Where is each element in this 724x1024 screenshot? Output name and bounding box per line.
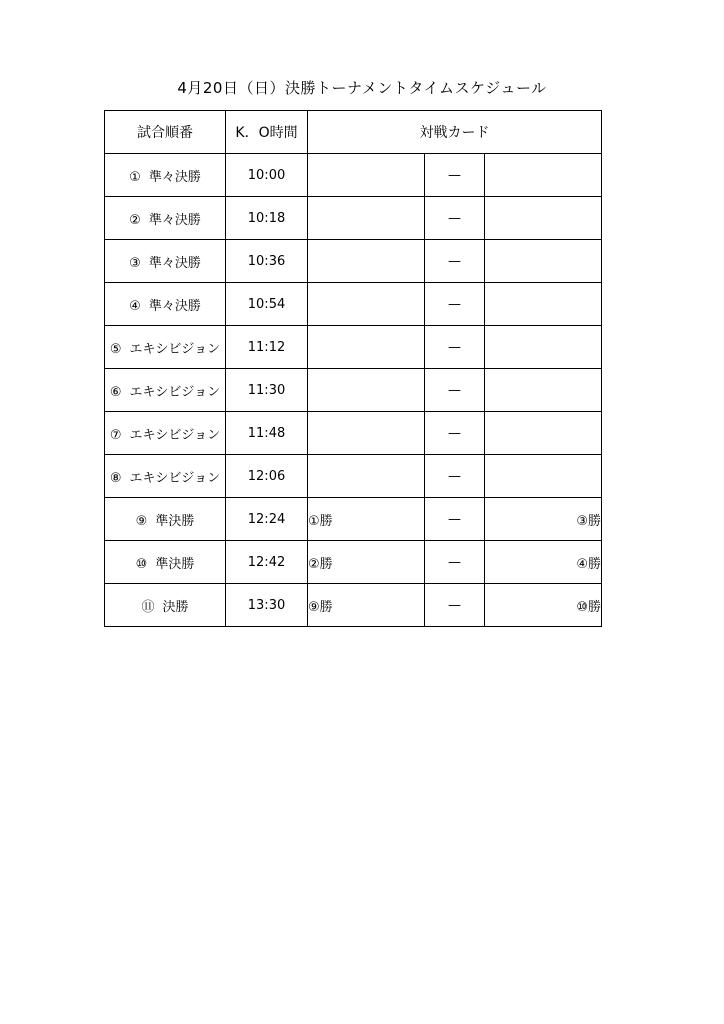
- away-team-cell: [485, 412, 602, 455]
- match-number: ⑩: [135, 556, 148, 572]
- table-row: [105, 498, 602, 541]
- match-round-label: エキシビジョン: [129, 341, 221, 357]
- table-row: [105, 412, 602, 455]
- table-row: [105, 326, 602, 369]
- home-team-cell: [308, 412, 425, 455]
- match-order-cell: [105, 283, 226, 326]
- home-team-cell: [308, 326, 425, 369]
- table-row: [105, 584, 602, 627]
- match-round-label: エキシビジョン: [129, 470, 221, 486]
- match-round-label: 準々決勝: [148, 298, 201, 314]
- home-team-cell: ⑨勝: [308, 584, 425, 627]
- away-team-cell: [485, 369, 602, 412]
- match-order-cell: [105, 584, 226, 627]
- match-order-cell: [105, 455, 226, 498]
- kickoff-time-cell: 10:00: [226, 154, 308, 197]
- header-kickoff-time: K．O時間: [226, 111, 308, 154]
- match-number: ⑪: [141, 599, 155, 615]
- match-number: ④: [129, 298, 141, 314]
- table-row: [105, 369, 602, 412]
- schedule-table: [104, 110, 602, 627]
- match-number: ⑧: [109, 470, 122, 486]
- table-row: [105, 240, 602, 283]
- match-round-label: 決勝: [162, 599, 189, 615]
- versus-dash-cell: —: [425, 498, 485, 541]
- home-team-cell: [308, 455, 425, 498]
- kickoff-time-cell: 12:24: [226, 498, 308, 541]
- match-order-cell: [105, 369, 226, 412]
- page-title: 4月20日（日）決勝トーナメントタイムスケジュール: [177, 79, 547, 97]
- match-round-label: エキシビジョン: [129, 427, 221, 443]
- home-team-cell: [308, 283, 425, 326]
- kickoff-time-cell: 10:54: [226, 283, 308, 326]
- versus-dash-cell: —: [425, 541, 485, 584]
- match-number: ⑥: [109, 384, 122, 400]
- match-order-cell: [105, 412, 226, 455]
- versus-dash-cell: —: [425, 240, 485, 283]
- match-order-cell: [105, 541, 226, 584]
- match-number: ②: [129, 212, 141, 228]
- match-order-cell: [105, 154, 226, 197]
- match-round-label: 準々決勝: [148, 255, 201, 271]
- versus-dash-cell: —: [425, 584, 485, 627]
- away-team-cell: ⑩勝: [485, 584, 602, 627]
- match-number: ⑨: [135, 513, 148, 529]
- home-team-cell: [308, 240, 425, 283]
- away-team-cell: [485, 197, 602, 240]
- header-order: 試合順番: [105, 111, 226, 154]
- match-number: ⑤: [109, 341, 122, 357]
- home-team-cell: [308, 154, 425, 197]
- home-team-cell: [308, 197, 425, 240]
- away-team-cell: ③勝: [485, 498, 602, 541]
- table-row: [105, 455, 602, 498]
- match-number: ⑦: [109, 427, 122, 443]
- match-order-cell: [105, 240, 226, 283]
- away-team-cell: [485, 154, 602, 197]
- away-team-cell: [485, 240, 602, 283]
- away-team-cell: ④勝: [485, 541, 602, 584]
- header-row: [105, 111, 602, 154]
- versus-dash-cell: —: [425, 455, 485, 498]
- kickoff-time-cell: 12:06: [226, 455, 308, 498]
- table-row: [105, 283, 602, 326]
- away-team-cell: [485, 283, 602, 326]
- header-match-card: 対戦カード: [308, 111, 602, 154]
- kickoff-time-cell: 11:48: [226, 412, 308, 455]
- kickoff-time-cell: 12:42: [226, 541, 308, 584]
- match-number: ③: [129, 255, 141, 271]
- match-number: ①: [129, 169, 141, 185]
- versus-dash-cell: —: [425, 326, 485, 369]
- kickoff-time-cell: 13:30: [226, 584, 308, 627]
- schedule-body: [105, 154, 602, 627]
- match-round-label: 準決勝: [155, 513, 195, 529]
- match-order-cell: [105, 326, 226, 369]
- match-round-label: エキシビジョン: [129, 384, 221, 400]
- match-order-cell: [105, 498, 226, 541]
- kickoff-time-cell: 10:36: [226, 240, 308, 283]
- home-team-cell: ①勝: [308, 498, 425, 541]
- versus-dash-cell: —: [425, 369, 485, 412]
- versus-dash-cell: —: [425, 197, 485, 240]
- versus-dash-cell: —: [425, 154, 485, 197]
- kickoff-time-cell: 11:12: [226, 326, 308, 369]
- match-round-label: 準決勝: [155, 556, 195, 572]
- away-team-cell: [485, 326, 602, 369]
- match-order-cell: [105, 197, 226, 240]
- match-round-label: 準々決勝: [148, 212, 201, 228]
- kickoff-time-cell: 11:30: [226, 369, 308, 412]
- table-row: [105, 154, 602, 197]
- table-row: [105, 541, 602, 584]
- away-team-cell: [485, 455, 602, 498]
- home-team-cell: [308, 369, 425, 412]
- versus-dash-cell: —: [425, 412, 485, 455]
- table-row: [105, 197, 602, 240]
- versus-dash-cell: —: [425, 283, 485, 326]
- home-team-cell: ②勝: [308, 541, 425, 584]
- match-round-label: 準々決勝: [148, 169, 201, 185]
- kickoff-time-cell: 10:18: [226, 197, 308, 240]
